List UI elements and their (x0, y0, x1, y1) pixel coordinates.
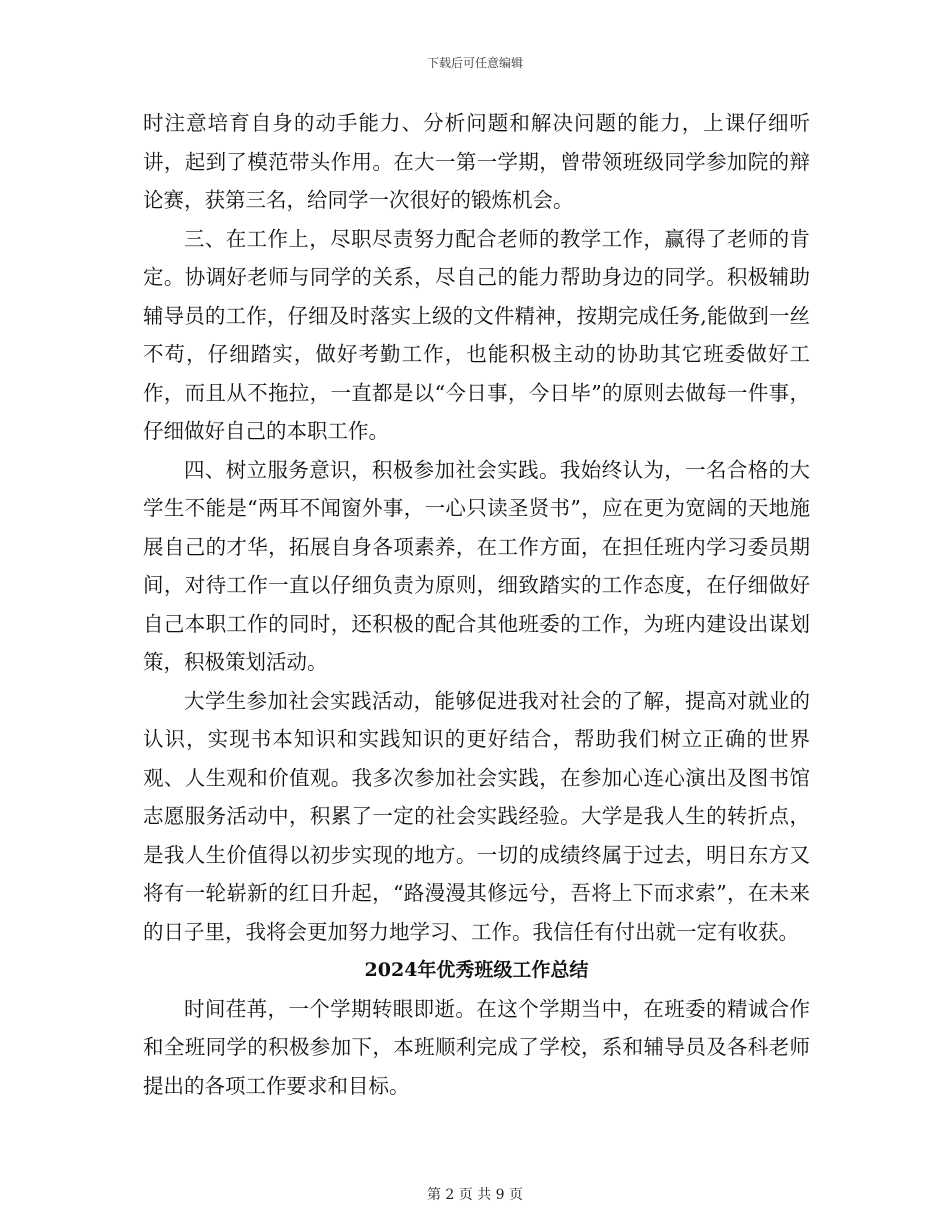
document-body (143, 104, 810, 1105)
paragraph-summary-intro: 时间荏苒，一个学期转眼即逝。在这个学期当中，在班委的精诚合作和全班同学的积极参加下，本班顺利完成了学校，系和辅导员及各科老师提出的各项工作要求和目标。 (143, 996, 810, 1098)
section-title: 2024年优秀班级工作总结 (364, 959, 589, 981)
page-number: 第 2 页 共 9 页 (426, 1187, 524, 1203)
paragraph-practice: 大学生参加社会实践活动，能够促进我对社会的了解，提高对就业的认识，实现书本知识和实践知识的更好结合，帮助我们树立正确的世界观、人生观和价值观。我多次参加社会实践，在参加心连心演出及图书馆志愿服务活动中，积累了一定的社会实践经验。大学是我人生的转折点，是我人生价值得以初步实现的地方。一切的成绩终属于过去，明日东方又将有一轮崭新的红日升起，“路漫漫其修远兮，吾将上下而求索”，在未来的日子里，我将会更加努力地学习、工作。我信任有付出就一定有收获。 (143, 688, 810, 944)
paragraph-work: 三、在工作上，尽职尽责努力配合老师的教学工作，赢得了老师的肯定。协调好老师与同学的关系，尽自己的能力帮助身边的同学。积极辅助辅导员的工作，仔细及时落实上级的文件精神，按期完成任务,能做到一丝不苟，仔细踏实，做好考勤工作，也能积极主动的协助其它班委做好工作，而且从不拖拉，一直都是以“今日事，今日毕”的原则去做每一件事，仔细做好自己的本职工作。 (143, 226, 810, 443)
paragraph-continued: 时注意培育自身的动手能力、分析问题和解决问题的能力，上课仔细听讲，起到了模范带头作用。在大一第一学期，曾带领班级同学参加院的辩论赛，获第三名，给同学一次很好的锻炼机会。 (143, 111, 810, 212)
paragraph-service: 四、树立服务意识，积极参加社会实践。我始终认为，一名合格的大学生不能是“两耳不闻窗外事，一心只读圣贤书”，应在更为宽阔的天地施展自己的才华，拓展自身各项素养，在工作方面，在担任班内学习委员期间，对待工作一直以仔细负责为原则，细致踏实的工作态度，在仔细做好自己本职工作的同时，还积极的配合其他班委的工作，为班内建设出谋划策，积极策划活动。 (143, 457, 810, 674)
header-note: 下载后可任意编辑 (426, 56, 523, 70)
